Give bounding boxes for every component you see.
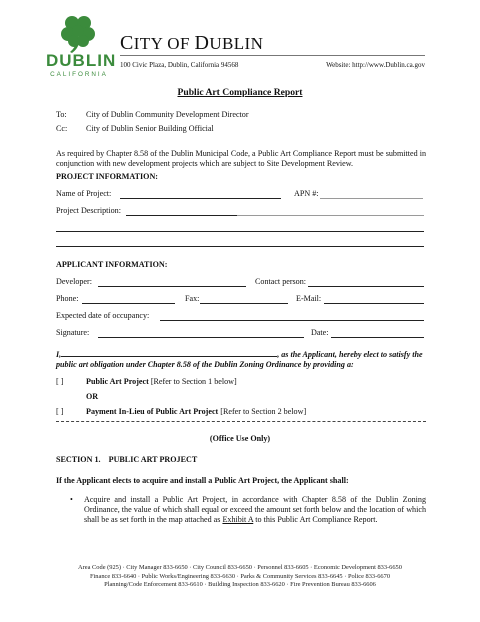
applicant-name-field[interactable] <box>61 348 277 357</box>
city-address: 100 Civic Plaza, Dublin, California 94568 <box>120 61 239 69</box>
phone-label: Phone: <box>56 294 79 303</box>
project-description-field[interactable] <box>126 215 237 216</box>
project-description-field-continued[interactable] <box>237 215 424 216</box>
office-use-divider <box>56 421 426 422</box>
occupancy-field[interactable] <box>160 320 424 321</box>
date-label: Date: <box>311 328 329 337</box>
section-1-heading: SECTION 1. PUBLIC ART PROJECT <box>56 455 198 464</box>
in-lieu-payment-checkbox[interactable]: [ ] <box>56 407 64 416</box>
project-description-label: Project Description: <box>56 206 121 215</box>
developer-label: Developer: <box>56 277 92 286</box>
signature-field[interactable] <box>98 337 304 338</box>
to-value: City of Dublin Community Development Director <box>86 110 249 119</box>
project-description-line-2[interactable] <box>56 231 424 232</box>
office-use-label: (Office Use Only) <box>209 434 271 443</box>
date-field[interactable] <box>331 337 424 338</box>
city-title: CITY OF DUBLIN <box>120 32 264 54</box>
header-divider <box>120 55 425 56</box>
footer-contacts <box>0 564 480 590</box>
fax-label: Fax: <box>185 294 200 303</box>
developer-field[interactable] <box>98 286 246 287</box>
to-label: To: <box>56 110 67 119</box>
section-1-intro: If the Applicant elects to acquire and install a Public Art Project, the Applicant shall: <box>56 476 349 485</box>
document-title: Public Art Compliance Report <box>177 87 303 98</box>
cc-label: Cc: <box>56 124 68 133</box>
section-1-bullet: Acquire and install a Public Art Project, in accordance with Chapter 8.58 of the Dublin Zoning Ordinance, the value of which shall equal or exceed the amount set forth below and the location of which shall be as set forth in the map attached as Exhibit A to this Public Art Compliance Report. <box>84 495 426 524</box>
bullet-icon: • <box>70 495 73 504</box>
footer-line-3: Planning/Code Enforcement 833-6610 · Building Inspection 833-6620 · Fire Prevention Bureau 833-6606 <box>104 581 376 589</box>
project-description-line-3[interactable] <box>56 246 424 247</box>
dublin-logo <box>46 14 117 82</box>
exhibit-a-link[interactable]: Exhibit A <box>222 515 254 524</box>
email-field[interactable] <box>324 303 424 304</box>
logo-subtitle: CALIFORNIA <box>50 71 108 78</box>
contact-person-field[interactable] <box>308 286 424 287</box>
apn-field[interactable] <box>320 198 423 199</box>
election-statement: I, , as the Applicant, hereby elect to satisfy the public art obligation under Chapter 8.58 of the Dublin Zoning Ordinance by providing a: <box>56 350 423 369</box>
apn-label: APN #: <box>294 189 319 198</box>
logo-wordmark: DUBLIN <box>46 51 117 70</box>
intro-paragraph: As required by Chapter 8.58 of the Dublin Municipal Code, a Public Art Compliance Report must be submitted in conjunction with new development projects which are subject to Site Development Review. <box>56 149 426 168</box>
public-art-project-checkbox[interactable]: [ ] <box>56 377 64 386</box>
city-website: Website: http://www.Dublin.ca.gov <box>326 61 425 69</box>
signature-label: Signature: <box>56 328 90 337</box>
or-label: OR <box>86 392 99 401</box>
project-name-label: Name of Project: <box>56 189 112 198</box>
in-lieu-payment-option: Payment In-Lieu of Public Art Project [Refer to Section 2 below] <box>86 407 307 416</box>
public-art-project-option: Public Art Project [Refer to Section 1 below] <box>86 377 237 386</box>
cc-value: City of Dublin Senior Building Official <box>86 124 214 133</box>
contact-person-label: Contact person: <box>255 277 307 286</box>
email-label: E-Mail: <box>296 294 322 303</box>
shamrock-icon <box>46 14 112 54</box>
applicant-info-heading: APPLICANT INFORMATION: <box>56 260 168 269</box>
occupancy-label: Expected date of occupancy: <box>56 311 150 320</box>
footer-line-2: Finance 833-6640 · Public Works/Engineering 833-6630 · Parks & Community Services 833-6645 · Police 833-6670 <box>89 572 391 580</box>
project-name-field[interactable] <box>120 198 281 199</box>
fax-field[interactable] <box>200 303 288 304</box>
project-info-heading: PROJECT INFORMATION: <box>56 172 158 181</box>
footer-line-1: Area Code (925) · City Manager 833-6650 · City Council 833-6650 · Personnel 833-6605 · Economic Development 833-6650 <box>78 564 402 571</box>
phone-field[interactable] <box>82 303 175 304</box>
